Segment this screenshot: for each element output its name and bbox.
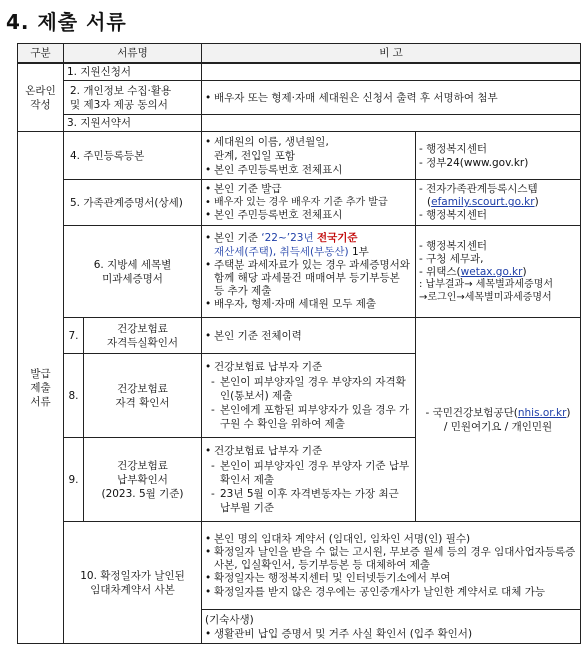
doc-name: 건강보험료 자격득실확인서 bbox=[84, 318, 202, 354]
note-taxes: 재산세(주택), 취득세(부동산) bbox=[214, 245, 349, 258]
doc-name: 5. 가족관계증명서(상세) bbox=[64, 180, 202, 226]
issuer-line bbox=[419, 406, 577, 420]
doc-note bbox=[202, 318, 416, 354]
note-dash: - 본인이 피부양자인 경우 부양자 기준 납부확인서 제출 bbox=[211, 459, 412, 487]
note-bullet: • 본인 기준 전체이력 bbox=[205, 329, 412, 343]
doc-name: 4. 주민등록등본 bbox=[64, 132, 202, 180]
note-text: 1부 bbox=[348, 245, 369, 258]
doc-number: 7. bbox=[64, 318, 84, 354]
table-row bbox=[18, 226, 581, 318]
table-row bbox=[18, 318, 581, 354]
doc-note bbox=[202, 63, 581, 81]
note-highlight: 전국기준 bbox=[316, 232, 358, 245]
note-bullet bbox=[205, 232, 412, 258]
doc-issuer bbox=[416, 226, 581, 318]
note-bullet: • 본인 주민등록번호 전체표시 bbox=[205, 209, 412, 222]
note-dash: - 본인이 피부양자일 경우 부양자의 자격확인(통보서) 제출 bbox=[211, 375, 412, 403]
doc-number: 9. bbox=[64, 438, 84, 522]
table-row bbox=[18, 115, 581, 132]
note-bullet: • 본인 주민등록번호 전체표시 bbox=[205, 163, 412, 177]
doc-note bbox=[202, 132, 416, 180]
doc-note bbox=[202, 522, 581, 610]
note-bullet: • 확정일자 날인을 받을 수 없는 고시원, 무보증 월세 등의 경우 임대사업자등록증 사본, 입실확인서, 등기부등본 등 대체하여 제출 bbox=[205, 546, 577, 572]
table-row bbox=[18, 81, 581, 115]
table-header-row bbox=[18, 44, 581, 64]
issuer-text: ) bbox=[566, 406, 571, 419]
doc-name: 10. 확정일자가 날인된 임대차계약서 사본 bbox=[64, 522, 202, 644]
doc-note bbox=[202, 180, 416, 226]
doc-issuer bbox=[416, 132, 581, 180]
issuer-line: : 납부결과→ 세목별과세증명서 bbox=[419, 279, 554, 291]
note-bullet: • 배우자 또는 형제·자매 세대원은 신청서 출력 후 서명하여 첨부 bbox=[205, 91, 577, 105]
issuer-line: - 정부24(www.gov.kr) bbox=[419, 156, 529, 169]
doc-name: 건강보험료 자격 확인서 bbox=[84, 354, 202, 438]
doc-name: 건강보험료 납부확인서 (2023. 5월 기준) bbox=[84, 438, 202, 522]
note-bullet: • 확정일자는 행정복지센터 및 인터넷등기소에서 부여 bbox=[205, 572, 577, 585]
issuer-link[interactable]: nhis.or.kr bbox=[517, 406, 567, 419]
doc-note bbox=[202, 81, 581, 115]
table-row bbox=[18, 180, 581, 226]
note-bullet: • 생활관비 납입 증명서 및 거주 사실 확인서 (입주 확인서) bbox=[205, 627, 577, 641]
doc-name: 3. 지원서약서 bbox=[64, 115, 202, 132]
note-heading: (기숙사생) bbox=[205, 613, 254, 626]
issuer-line: - 행정복지센터 bbox=[419, 209, 487, 222]
note-dash: - 23년 5월 이후 자격변동자는 가장 최근 납부월 기준 bbox=[211, 487, 412, 515]
issuer-line: - 구청 세무과, bbox=[419, 252, 484, 265]
header-document: 서류명 bbox=[64, 44, 202, 64]
doc-note bbox=[202, 115, 581, 132]
issuer-line: / 민원여기요 / 개인민원 bbox=[443, 420, 553, 433]
note-bullet: • 건강보험료 납부자 기준 bbox=[205, 444, 412, 458]
issuer-line: (efamily.scourt.go.kr) bbox=[427, 196, 539, 209]
doc-number: 8. bbox=[64, 354, 84, 438]
issuer-text: - 위택스( bbox=[419, 265, 461, 278]
doc-name: 2. 개인정보 수집·활용 및 제3자 제공 동의서 bbox=[64, 81, 202, 115]
note-text: 본인 기준 bbox=[214, 232, 262, 245]
doc-name: 6. 지방세 세목별 미과세증명서 bbox=[64, 226, 202, 318]
issuer-link[interactable]: efamily.scourt.go.kr bbox=[431, 196, 535, 209]
doc-issuer bbox=[416, 180, 581, 226]
doc-name: 1. 지원신청서 bbox=[64, 63, 202, 81]
issuer-line: - 전자가족관계등록시스템 bbox=[419, 183, 538, 196]
issuer-text: - 국민건강보험공단( bbox=[425, 406, 518, 419]
doc-issuer bbox=[416, 318, 581, 522]
note-bullet: • 본인 명의 임대차 계약서 (임대인, 임차인 서명(인) 필수) bbox=[205, 533, 577, 546]
issuer-line: →로그인→세목별미과세증명서 bbox=[419, 291, 552, 303]
note-bullet: • 주택분 과세자료가 있는 경우 과세증명서와 함께 해당 과세물건 매매여부 등기부등본 등 추가 제출 bbox=[205, 259, 412, 298]
doc-note bbox=[202, 610, 581, 644]
issuer-text: ) bbox=[522, 265, 527, 278]
doc-note bbox=[202, 354, 416, 438]
header-category: 구분 bbox=[18, 44, 64, 64]
note-bullet: • 배우자, 형제·자매 세대원 모두 제출 bbox=[205, 298, 412, 311]
note-dash: - 본인에게 포함된 피부양자가 있을 경우 가구원 수 확인을 위하여 제출 bbox=[211, 403, 412, 431]
issuer-line bbox=[419, 266, 577, 279]
header-remarks: 비 고 bbox=[202, 44, 581, 64]
issuer-line: - 행정복지센터 bbox=[419, 239, 487, 252]
doc-note bbox=[202, 438, 416, 522]
issuer-line: - 행정복지센터 bbox=[419, 142, 487, 155]
note-years: ‘22~’23년 bbox=[261, 232, 317, 245]
table-row bbox=[18, 522, 581, 610]
note-bullet: • 건강보험료 납부자 기준 bbox=[205, 360, 412, 374]
documents-table bbox=[17, 43, 581, 644]
doc-note bbox=[202, 226, 416, 318]
section-online: 온라인 작성 bbox=[18, 63, 64, 132]
note-bullet: • 세대원의 이름, 생년월일, 관계, 전입일 포함 bbox=[205, 135, 412, 163]
note-bullet: • 본인 기준 발급 bbox=[205, 183, 412, 196]
note-bullet: • 배우자 있는 경우 배우자 기준 추가 발급 bbox=[205, 197, 412, 210]
page-title: 4. 제출 서류 bbox=[6, 10, 127, 34]
table-row bbox=[18, 63, 581, 81]
table-row bbox=[18, 132, 581, 180]
section-submit: 발급 제출 서류 bbox=[18, 132, 64, 644]
note-bullet: • 확정일자를 받지 않은 경우에는 공인중개사가 날인한 계약서로 대체 가능 bbox=[205, 586, 577, 599]
issuer-link[interactable]: wetax.go.kr bbox=[460, 265, 523, 278]
